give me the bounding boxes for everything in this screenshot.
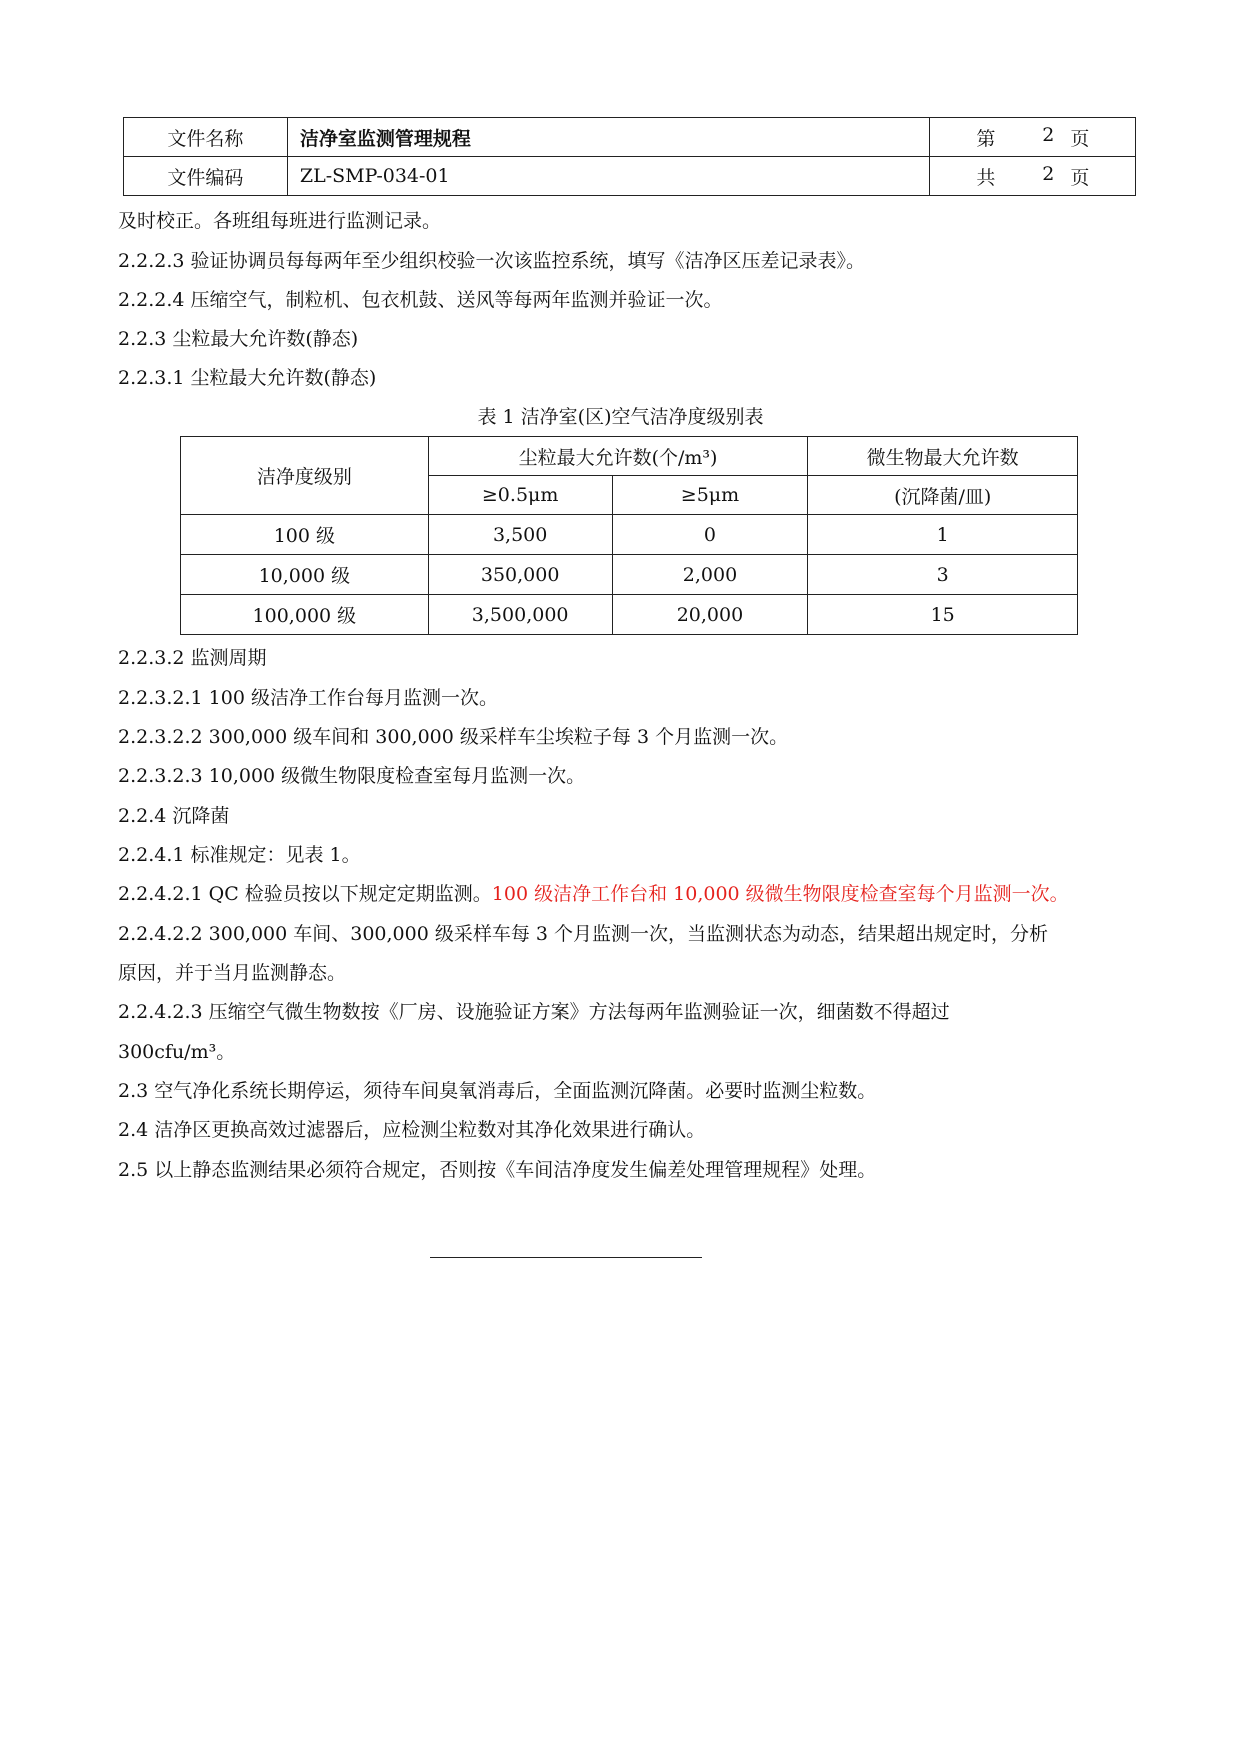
col-header-particle-5: ≥5μm <box>612 476 808 515</box>
paragraph-line: 2.4 洁净区更换高效过滤器后，应检测尘粒数对其净化效果进行确认。 <box>118 1119 706 1141</box>
paragraph-line: 2.3 空气净化系统长期停运，须待车间臭氧消毒后，全面监测沉降菌。必要时监测尘粒数。 <box>118 1080 877 1102</box>
file-name-value: 洁净室监测管理规程 <box>287 118 929 157</box>
file-code-label: 文件编码 <box>124 157 288 196</box>
paragraph-line: 及时校正。各班组每班进行监测记录。 <box>118 210 442 232</box>
table-caption: 表 1 洁净室(区)空气洁净度级别表 <box>477 406 764 428</box>
paragraph-line: 2.2.3 尘粒最大允许数(静态) <box>118 328 359 350</box>
paragraph-line: 2.2.3.1 尘粒最大允许数(静态) <box>118 367 377 389</box>
paragraph-line: 2.5 以上静态监测结果必须符合规定，否则按《车间洁净度发生偏差处理管理规程》处理。 <box>118 1159 877 1181</box>
paragraph-line: 2.2.4.2.2 300,000 车间、300,000 级采样车每 3 个月监测一次，当监测状态为动态，结果超出规定时，分析 <box>118 923 1049 945</box>
page-total-cell <box>930 157 1136 196</box>
microbe-cell: 1 <box>808 515 1078 555</box>
paragraph-line: 2.2.3.2.2 300,000 级车间和 300,000 级采样车尘埃粒子每 3 个月监测一次。 <box>118 726 789 748</box>
particle-5-cell: 20,000 <box>612 595 808 635</box>
particle-5-cell: 0 <box>612 515 808 555</box>
paragraph-line: 2.2.3.2.3 10,000 级微生物限度检查室每月监测一次。 <box>118 765 586 787</box>
col-header-microbe-unit: (沉降菌/皿) <box>808 476 1078 515</box>
paragraph-line: 2.2.4 沉降菌 <box>118 805 230 827</box>
col-header-particle-05: ≥0.5μm <box>428 476 612 515</box>
paragraph-line: 2.2.2.3 验证协调员每每两年至少组织校验一次该监控系统，填写《洁净区压差记录表》。 <box>118 250 866 272</box>
document-header-table <box>123 117 1136 196</box>
page-suffix: 页 <box>1070 127 1090 150</box>
microbe-cell: 3 <box>808 555 1078 595</box>
total-suffix: 页 <box>1070 166 1090 189</box>
paragraph-line: 2.2.2.4 压缩空气，制粒机、包衣机鼓、送风等每两年监测并验证一次。 <box>118 289 723 311</box>
paragraph-line: 2.2.4.2.3 压缩空气微生物数按《厂房、设施验证方案》方法每两年监测验证一次，细菌数不得超过 <box>118 1001 950 1023</box>
page-number-cell <box>930 118 1136 157</box>
page-prefix: 第 <box>976 127 996 150</box>
col-header-particle: 尘粒最大允许数(个/m³) <box>428 437 808 476</box>
paragraph-line: 2.2.3.2 监测周期 <box>118 647 267 669</box>
grade-cell: 100,000 级 <box>181 595 429 635</box>
paragraph-line: 2.2.3.2.1 100 级洁净工作台每月监测一次。 <box>118 687 498 709</box>
particle-05-cell: 3,500 <box>428 515 612 555</box>
table-row <box>181 555 1078 595</box>
grade-cell: 10,000 级 <box>181 555 429 595</box>
highlighted-text: 100 级洁净工作台和 10,000 级微生物限度检查室每个月监测一次。 <box>491 883 1069 905</box>
paragraph-line <box>118 882 1069 906</box>
paragraph-line: 2.2.4.1 标准规定：见表 1。 <box>118 844 361 866</box>
particle-05-cell: 3,500,000 <box>428 595 612 635</box>
end-rule-divider <box>430 1257 702 1258</box>
col-header-grade: 洁净度级别 <box>181 437 429 515</box>
line-text: 2.2.4.2.1 QC 检验员按以下规定定期监测。 <box>118 883 492 905</box>
paragraph-line: 原因，并于当月监测静态。 <box>118 962 347 984</box>
paragraph-line: 300cfu/m³。 <box>118 1041 236 1063</box>
table-row <box>181 595 1078 635</box>
cleanliness-grade-table <box>180 436 1078 635</box>
total-prefix: 共 <box>976 166 996 189</box>
col-header-microbe: 微生物最大允许数 <box>808 437 1078 476</box>
grade-cell: 100 级 <box>181 515 429 555</box>
microbe-cell: 15 <box>808 595 1078 635</box>
particle-5-cell: 2,000 <box>612 555 808 595</box>
file-code-value: ZL-SMP-034-01 <box>287 157 929 196</box>
particle-05-cell: 350,000 <box>428 555 612 595</box>
table-row <box>181 515 1078 555</box>
file-name-label: 文件名称 <box>124 118 288 157</box>
total-number: 2 <box>1042 162 1055 185</box>
page-number: 2 <box>1042 123 1055 146</box>
